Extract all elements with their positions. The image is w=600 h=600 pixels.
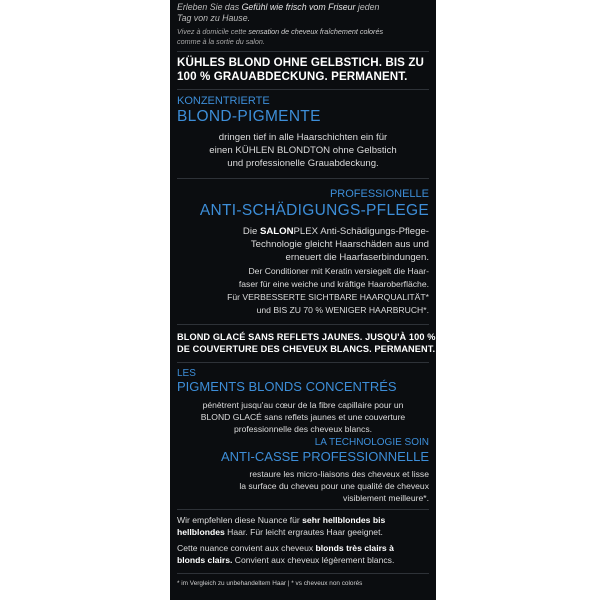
- section2-line-4: Der Conditioner mit Keratin versiegelt die Haar-: [248, 266, 429, 276]
- recommend-de-line-1: Wir empfehlen diese Nuance für sehr hellblondes bis: [177, 515, 386, 525]
- headline-fr-line-2: DE COUVERTURE DES CHEVEUX BLANCS. PERMANENT.: [177, 344, 436, 354]
- section2-line-3: erneuert die Haarfaserbindungen.: [285, 252, 429, 263]
- section2-line-1: Die SALONPLEX Anti-Schädigungs-Pflege-: [242, 226, 429, 237]
- section2-line-7: und BIS ZU 70 % WENIGER HAARBRUCH*.: [256, 305, 429, 315]
- headline-de-line-1: KÜHLES BLOND OHNE GELBSTICH. BIS ZU: [177, 56, 424, 69]
- intro-fr-line-1: Vivez à domicile cette sensation de cheveux fraîchement colorés: [177, 27, 384, 36]
- recommend-de-line-2: hellblondes Haar. Für leicht ergrautes Haar geeignet.: [177, 527, 383, 537]
- intro-de-line-1: Erleben Sie das Gefühl wie frisch vom Friseur jeden: [177, 2, 380, 12]
- section4-line-1: restaure les micro-liaisons des cheveux et lisse: [249, 469, 429, 479]
- section4-title: ANTI-CASSE PROFESSIONNELLE: [220, 449, 429, 464]
- section3-line-1: pénètrent jusqu'au cœur de la fibre capillaire pour un: [202, 400, 404, 410]
- section3-kicker: LES: [177, 368, 196, 379]
- section2-title: ANTI-SCHÄDIGUNGS-PFLEGE: [199, 202, 429, 219]
- footnote: * im Vergleich zu unbehandeltem Haar | * vs cheveux non colorés: [177, 580, 363, 587]
- section2-line-5: faser für eine weiche und kräftige Haaroberfläche.: [238, 279, 429, 289]
- divider: [177, 362, 429, 363]
- section3-title: PIGMENTS BLONDS CONCENTRÉS: [177, 379, 397, 394]
- divider: [177, 573, 429, 574]
- divider: [177, 324, 429, 325]
- intro-de-line-2: Tag von zu Hause.: [177, 13, 251, 23]
- section4-line-3: visiblement meilleure*.: [343, 493, 429, 503]
- product-text-panel: [170, 0, 436, 600]
- intro-fr-line-2: comme à la sortie du salon.: [177, 37, 265, 46]
- section1-line-2: einen KÜHLEN BLONDTON ohne Gelbstich: [209, 145, 397, 156]
- section1-line-1: dringen tief in alle Haarschichten ein für: [218, 132, 388, 143]
- section2-line-6: Für VERBESSERTE SICHTBARE HAARQUALITÄT*: [227, 292, 429, 302]
- section1-line-3: und professionelle Grauabdeckung.: [227, 158, 379, 169]
- section1-kicker: KONZENTRIERTE: [177, 95, 270, 107]
- section2-kicker: PROFESSIONELLE: [329, 188, 429, 200]
- section3-line-3: professionnelle des cheveux blancs.: [233, 424, 373, 434]
- headline-fr-line-1: BLOND GLACÉ SANS REFLETS JAUNES. JUSQU'À 100 %: [177, 332, 436, 342]
- section3-line-2: BLOND GLACÉ sans reflets jaunes et une couverture: [200, 412, 406, 422]
- section1-title: BLOND-PIGMENTE: [177, 108, 321, 125]
- divider: [177, 509, 429, 510]
- divider: [177, 89, 429, 90]
- divider: [177, 178, 429, 179]
- recommend-fr-line-2: blonds clairs. Convient aux cheveux légèrement blancs.: [177, 555, 395, 565]
- section2-line-2: Technologie gleicht Haarschäden aus und: [250, 239, 429, 250]
- recommend-fr-line-1: Cette nuance convient aux cheveux blonds très clairs à: [177, 543, 394, 553]
- section4-line-2: la surface du cheveu pour une qualité de cheveux: [239, 481, 429, 491]
- divider: [177, 51, 429, 52]
- headline-de-line-2: 100 % GRAUABDECKUNG. PERMANENT.: [177, 70, 408, 83]
- section4-kicker: LA TECHNOLOGIE SOIN: [314, 437, 429, 448]
